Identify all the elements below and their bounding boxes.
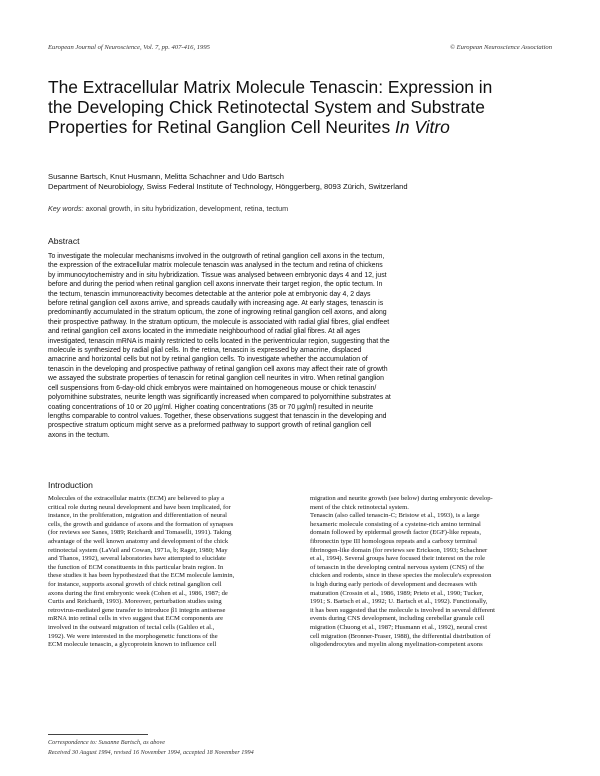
introduction-line: instance, in the proliferation, migration and differentiation of neural	[48, 512, 227, 520]
article-title	[48, 77, 568, 137]
title-line: the Developing Chick Retinotectal System and Substrate	[48, 97, 485, 117]
abstract-line: coating concentrations of 10 or 20 µg/ml. Higher coating concentrations (35 or 70 µg/ml) resulted in neurite	[48, 403, 374, 411]
introduction-line: involved in the outward migration of tectal cells (Galileo et al.,	[48, 623, 215, 631]
keywords-label: Key words:	[48, 204, 84, 213]
introduction-line: migration (Chuong et al., 1987; Husmann et al., 1992), neural crest	[310, 623, 488, 631]
abstract-line: molecule is synthesized by radial glial cells. In the retina, tenascin is expressed by amacrine, displaced	[48, 347, 362, 355]
abstract-line: the expression of the extracellular matrix molecule tenascin was analysed in the tectum and retina of chickens	[48, 262, 383, 270]
abstract-line: axons in the tectum.	[48, 431, 110, 439]
abstract-line: the tectum, tenascin immunoreactivity becomes detectable at the anterior pole at embryonic day 4, 2 days	[48, 290, 371, 298]
abstract-line: and retinal ganglion cell axons located in the immediate neighbourhood of radial glial fibres. At all ages	[48, 328, 361, 336]
abstract-line: predominantly accumulated in the stratum opticum, the zone of ingrowing retinal ganglion cell axons, and along	[48, 309, 387, 317]
abstract-line: investigated, tenascin mRNA is mainly restricted to cells located in the periventricular region, suggesting that the	[48, 337, 390, 345]
introduction-line: migration and neurite growth (see below) during embryonic develop-	[310, 495, 493, 502]
introduction-line: 1992). We were interested in the morphogenetic functions of the	[48, 632, 218, 640]
introduction-line: cells, the growth and guidance of axons and the formation of synapses	[48, 520, 234, 528]
introduction-line: mRNA into retinal cells in vivo suggest that ECM components are	[48, 615, 224, 623]
introduction-line: hexameric molecule consisting of a cysteine-rich amino terminal	[310, 520, 481, 528]
abstract-line: prospective stratum opticum might serve as a preformed pathway to support growth of retinal ganglion cell	[48, 422, 372, 430]
introduction-line: ment of the chick retinotectal system.	[310, 503, 409, 511]
title-line	[48, 117, 568, 137]
journal-citation: European Journal of Neuroscience, Vol. 7, pp. 407-416, 1995	[48, 44, 210, 51]
abstract-line: polyornithine substrates, neurite length was significantly increased when compared to polyornithine substrates at	[48, 394, 391, 402]
introduction-line: the function of ECM constituents in this particular brain region. In	[48, 563, 224, 571]
introduction-line: Tenascin (also called tenascin-C; Bristow et al., 1993), is a large	[310, 512, 480, 520]
affiliation: Department of Neurobiology, Swiss Federal Institute of Technology, Hönggerberg, 8093 Zürich, Switzerland	[48, 182, 408, 191]
abstract-line: tenascin in the developing and prospective pathway of retinal ganglion cell axons may affect their rate of growth	[48, 365, 388, 373]
introduction-line: axons during the first embryonic week (Cohen et al., 1986, 1987; de	[48, 589, 228, 597]
keywords	[48, 204, 568, 213]
title-line-text: Properties for Retinal Ganglion Cell Neurites	[48, 117, 396, 137]
introduction-line: retrovirus-mediated gene transfer to introduce β1 integrin antisense	[48, 606, 226, 614]
publisher-notice: © European Neuroscience Association	[449, 44, 552, 51]
keywords-text: axonal growth, in situ hybridization, development, retina, tectum	[85, 204, 289, 213]
abstract-line: To investigate the molecular mechanisms involved in the outgrowth of retinal ganglion cell axons in the tectum,	[48, 253, 385, 260]
introduction-line: fibronectin type III homologous repeats and a carboxy terminal	[310, 537, 477, 545]
introduction-line: critical role during neural development and have been implicated, for	[48, 503, 231, 511]
abstract-heading: Abstract	[48, 236, 80, 246]
abstract-line: before and during the period when retinal ganglion cell axons innervate their target region, the optic tectum. In	[48, 281, 383, 289]
introduction-line: 1991; S. Bartsch et al., 1992; U. Bartsch et al., 1992). Functionally,	[310, 598, 488, 606]
introduction-line: Molecules of the extracellular matrix (ECM) are believed to play a	[48, 495, 225, 502]
abstract-body	[48, 252, 558, 440]
introduction-line: events during CNS development, including cerebellar granule cell	[310, 615, 485, 623]
footnote-line: Received 30 August 1994, revised 16 November 1994, accepted 18 November 1994	[48, 749, 254, 756]
author-block	[48, 172, 568, 192]
abstract-line: lengths comparable to control values. Together, these observations suggest that tenascin in the developing and	[48, 412, 387, 420]
introduction-line: et al., 1994). Several groups have focused their interest on the role	[310, 555, 486, 563]
introduction-line: it has been suggested that the molecule is involved in several different	[310, 606, 495, 614]
running-head	[48, 44, 552, 56]
footnote	[48, 738, 568, 758]
introduction-line: advantage of the well known anatomy and development of the chick	[48, 537, 229, 545]
introduction-line: (for reviews see Sanes, 1989; Reichardt and Tomaselli, 1991). Taking	[48, 529, 232, 537]
introduction-heading: Introduction	[48, 480, 93, 490]
introduction-right-column	[310, 495, 554, 650]
introduction-line: domain followed by epidermal growth factor (EGF)-like repeats,	[310, 529, 482, 537]
abstract-line: cell suspensions from 6-day-old chick embryos were maintained on homogeneous mouse or chick tenascin/	[48, 384, 377, 392]
abstract-line: we assayed the substrate properties of tenascin for retinal ganglion cell neurites in vitro. When retinal ganglion	[48, 375, 384, 383]
author-names: Susanne Bartsch, Knut Husmann, Melitta Schachner and Udo Bartsch	[48, 172, 284, 181]
introduction-line: maturation (Crossin et al., 1986, 1989; Prieto et al., 1990; Tucker,	[310, 589, 484, 597]
introduction-line: fibrinogen-like domain (for reviews see Erickson, 1993; Schachner	[310, 546, 488, 554]
abstract-line: by immunocytochemistry and in situ hybridization. Tissue was analysed between embryonic days 4 and 12, just	[48, 271, 387, 279]
introduction-line: cell migration (Bronner-Fraser, 1988), the differential distribution of	[310, 632, 491, 640]
introduction-line: retinotectal system (LaVail and Cowan, 1971a, b; Rager, 1980; May	[48, 546, 228, 554]
introduction-line: and Thanos, 1992), several laboratories have attempted to elucidate	[48, 555, 226, 563]
introduction-line: ECM molecule tenascin, a glycoprotein known to influence cell	[48, 641, 217, 649]
introduction-line: these studies it has been hypothesized that the ECM molecule laminin,	[48, 572, 235, 580]
abstract-line: their prospective pathway. In the stratum opticum, the molecule is associated with radial glial fibres, glial endfeet	[48, 318, 390, 326]
introduction-line: of tenascin in the developing central nervous system (CNS) of the	[310, 563, 484, 571]
title-line: The Extracellular Matrix Molecule Tenascin: Expression in	[48, 77, 493, 97]
introduction-left-column	[48, 495, 292, 650]
introduction-line: chicken and rodents, since in these species the molecule's expression	[310, 572, 492, 580]
introduction-line: Curtis and Reichardt, 1993). Moreover, perturbation studies using	[48, 598, 222, 606]
title-italic: In Vitro	[395, 117, 450, 137]
footnote-divider	[48, 734, 148, 735]
abstract-line: before retinal ganglion cell axons arrive, and spreads caudally with increasing age. At early stages, tenascin is	[48, 300, 384, 308]
abstract-line: amacrine and horizontal cells but not by retinal ganglion cells. To investigate whether the accumulation of	[48, 356, 368, 364]
introduction-line: oligodendrocytes and myelin along myelination-competent axons	[310, 641, 483, 649]
footnote-line: Correspondence to: Susanne Bartsch, as above	[48, 739, 165, 746]
introduction-line: is high during early periods of development and decreases with	[310, 580, 477, 588]
introduction-line: for instance, supports axonal growth of chick retinal ganglion cell	[48, 580, 222, 588]
